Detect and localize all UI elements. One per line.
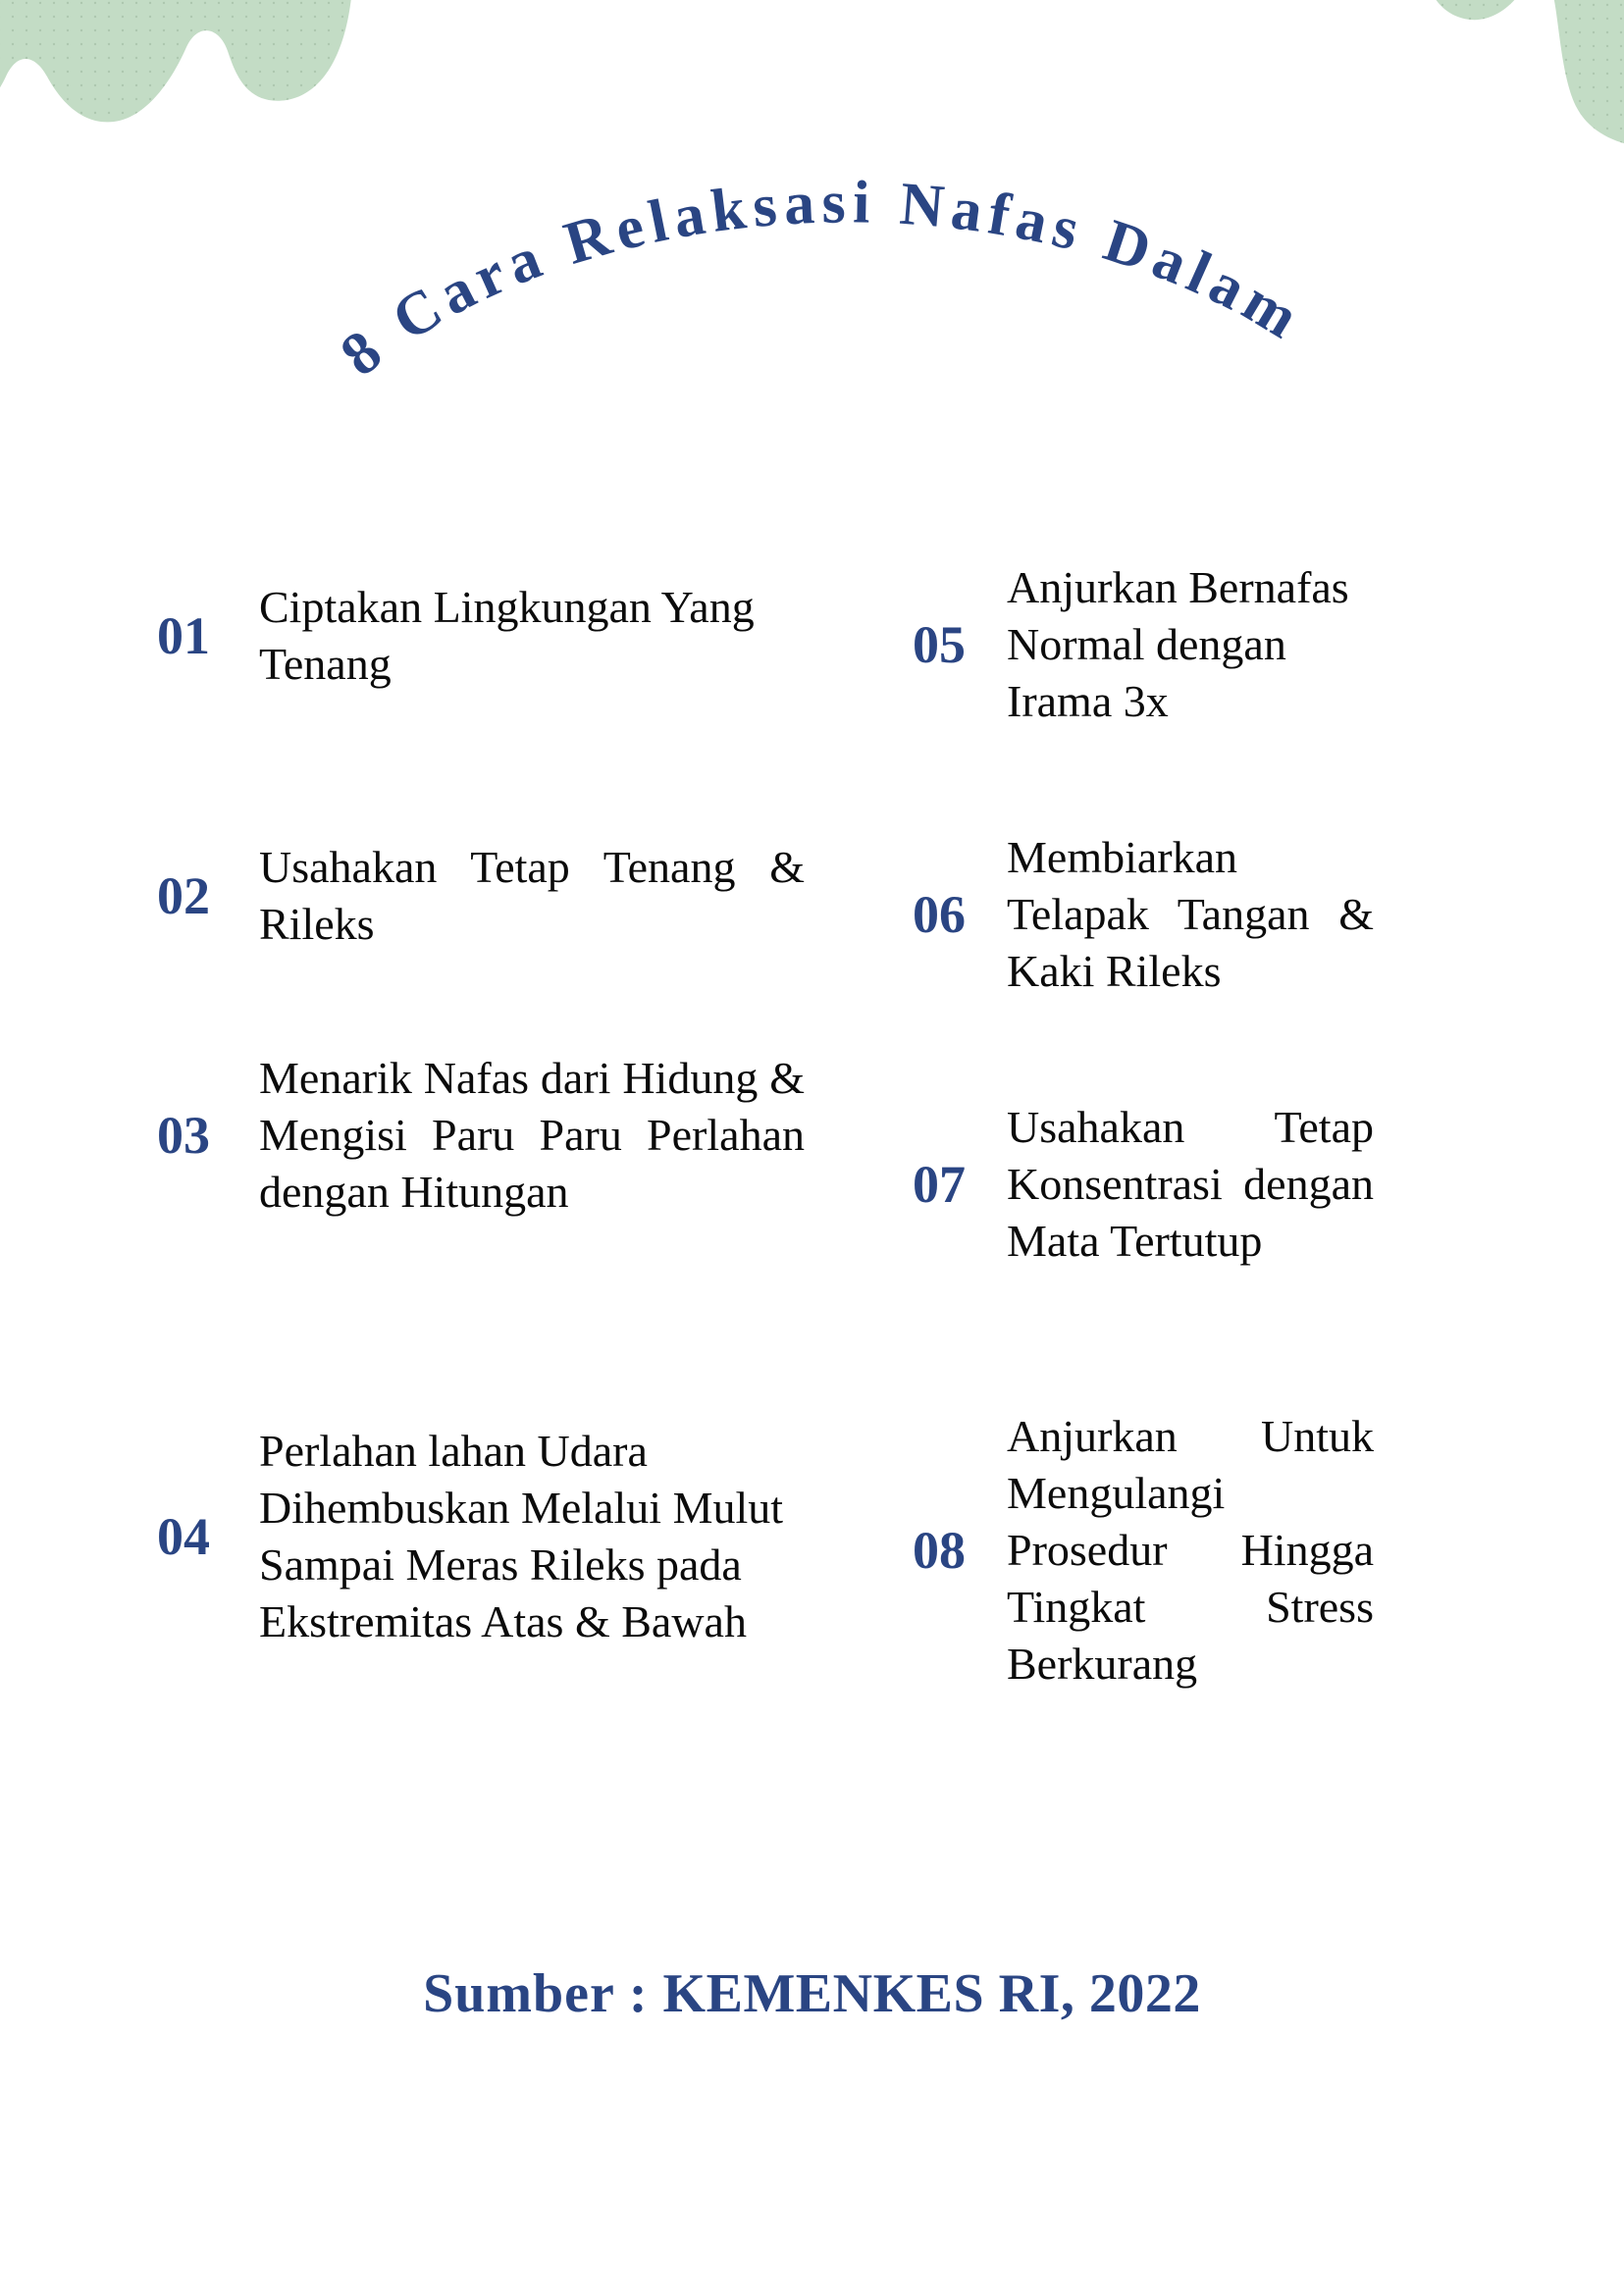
steps-list: [0, 562, 1624, 1884]
step-text: Perlahan lahan Udara Dihembuskan Melalui Mulut Sampai Meras Rileks pada Ekstremitas Atas & Bawah: [259, 1426, 784, 1646]
step-text: Membiarkan Telapak Tangan & Kaki Rileks: [1007, 832, 1374, 996]
step-number: 08: [913, 1520, 966, 1580]
step-number: 02: [157, 865, 210, 925]
list-item: [913, 829, 1374, 1000]
source-footer: [0, 1962, 1624, 2025]
step-number: 04: [157, 1506, 210, 1566]
step-text: Menarik Nafas dari Hidung & Mengisi Paru Paru Perlahan dengan Hitungan: [259, 1053, 805, 1217]
step-number: 05: [913, 614, 966, 674]
step-text: Anjurkan Bernafas Normal dengan Irama 3x: [1007, 562, 1349, 726]
step-text: Anjurkan Untuk Mengulangi Prosedur Hingga Tingkat Stress Berkurang: [1007, 1411, 1374, 1689]
step-number: 07: [913, 1154, 966, 1214]
step-text: Usahakan Tetap Tenang & Rileks: [259, 842, 805, 949]
step-number: 03: [157, 1105, 210, 1165]
list-item: [913, 1099, 1374, 1270]
list-item: [157, 579, 805, 693]
step-text: Usahakan Tetap Konsentrasi dengan Mata Tertutup: [1007, 1102, 1374, 1266]
source-footer-text: [423, 1962, 1201, 2025]
list-item: [157, 1423, 805, 1650]
step-number: 06: [913, 884, 966, 944]
source-label: Sumber :: [423, 1963, 663, 2024]
list-item: [157, 1050, 805, 1221]
poster-title-text: 8 Cara Relaksasi Nafas Dalam: [328, 169, 1316, 390]
source-value: KEMENKES RI, 2022: [662, 1963, 1201, 2024]
list-item: [157, 839, 805, 953]
list-item: [913, 559, 1374, 730]
step-number: 01: [157, 605, 210, 665]
poster-title: [0, 59, 1624, 510]
step-text: Ciptakan Lingkungan Yang Tenang: [259, 582, 755, 689]
list-item: [913, 1408, 1374, 1693]
svg-text:8 Cara Relaksasi Nafas Dalam: [329, 169, 1316, 389]
